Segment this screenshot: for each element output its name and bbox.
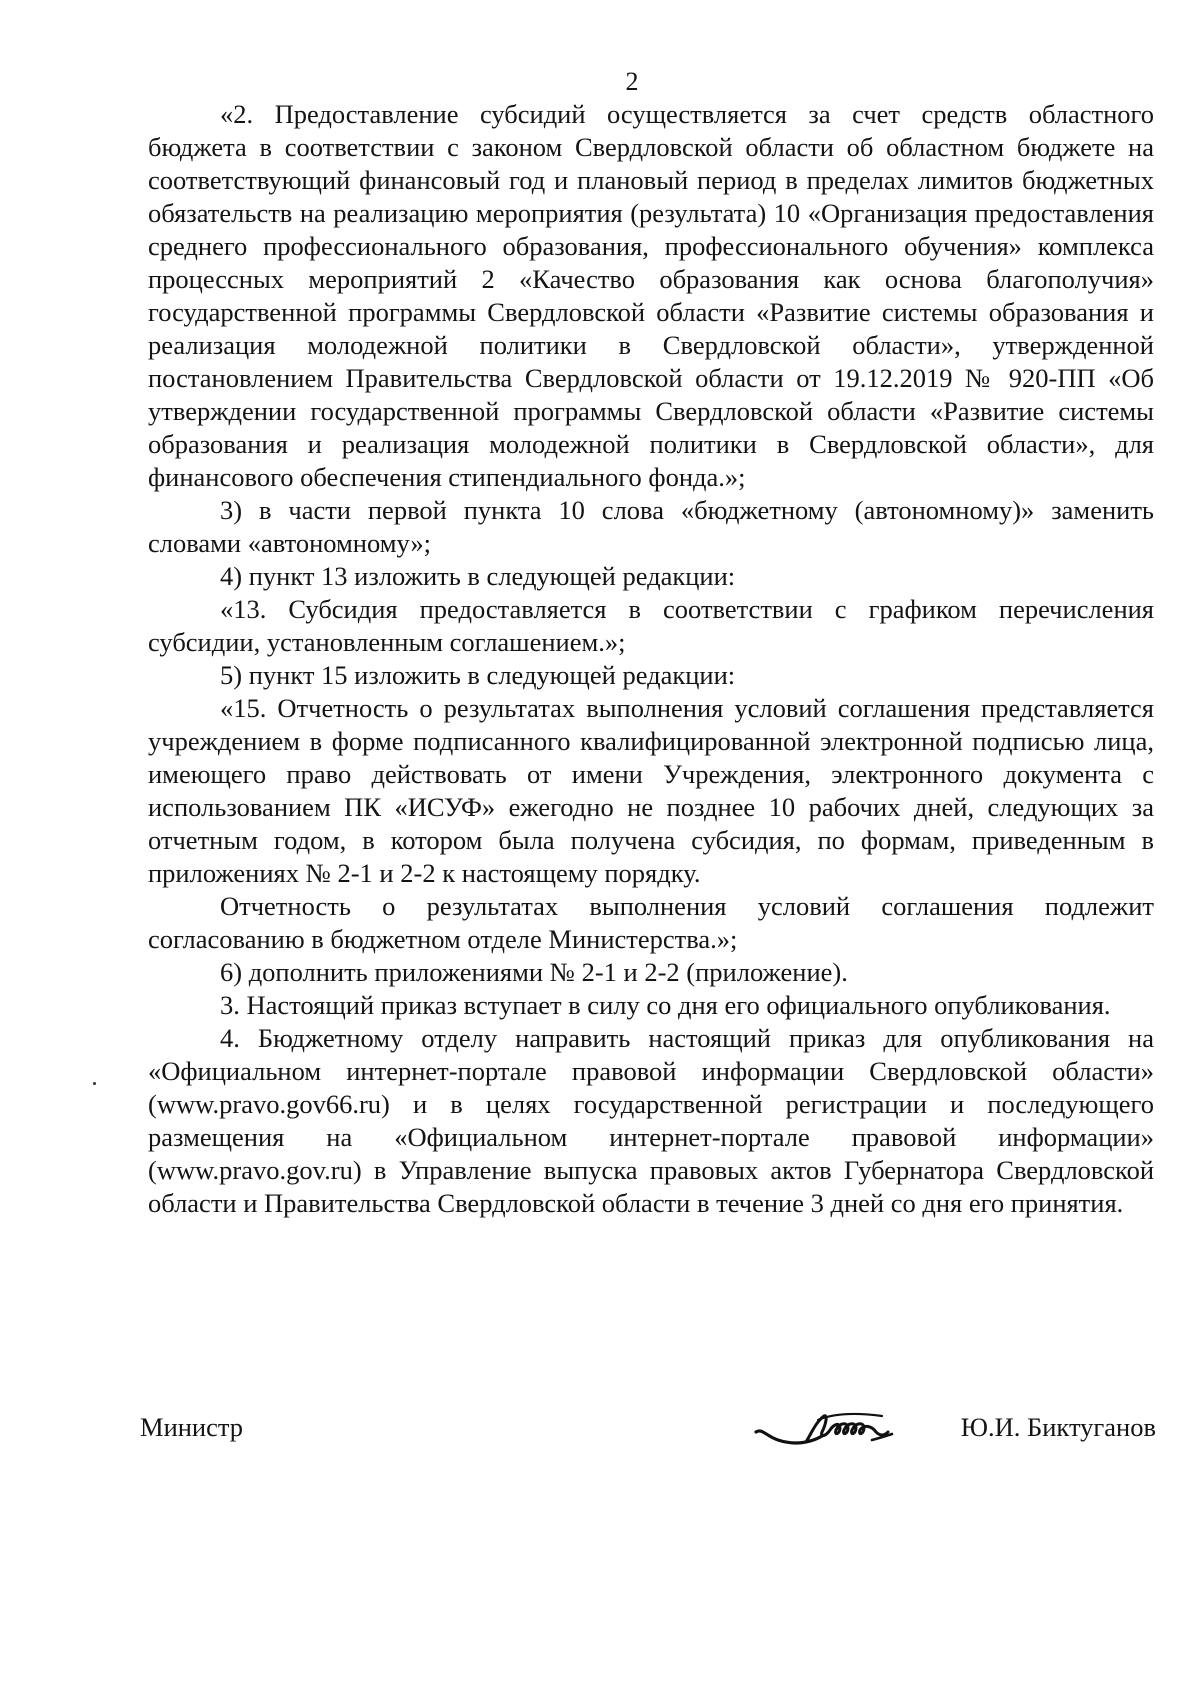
signature-block	[140, 1410, 1156, 1460]
signatory-name: Ю.И. Биктуганов	[960, 1412, 1156, 1442]
signatory-title: Министр	[140, 1412, 244, 1442]
paragraph-reporting-approval: Отчетность о результатах выполнения условий соглашения подлежит согласованию в бюджетном отделе Министерства.»;	[148, 891, 1154, 954]
paragraph-item-6: 6) дополнить приложениями № 2-1 и 2-2 (приложение).	[220, 957, 848, 987]
paragraph-item-4: 4) пункт 13 изложить в следующей редакции:	[220, 561, 736, 591]
paragraph-item-3: 3) в части первой пункта 10 слова «бюджетному (автономному)» заменить словами «автономному»;	[148, 495, 1154, 558]
document-body	[148, 98, 1154, 1220]
paragraph-point-4: 4. Бюджетному отделу направить настоящий приказ для опубликования на «Официальном интернет-портале правовой информации Свердловской области» (www.pravo.gov66.ru) и в целях государственной регистрации и последующего размещения на «Официальном интернет-портале правовой информации» (www.pravo.gov.ru) в Управление выпуска правовых актов Губернатора Свердловской области и Правительства Свердловской области в течение 3 дней со дня его принятия.	[148, 1023, 1154, 1218]
handwritten-signature	[752, 1402, 920, 1450]
page-number: 2	[625, 67, 639, 96]
paragraph-point-3: 3. Настоящий приказ вступает в силу со дня его официального опубликования.	[220, 990, 1111, 1020]
paragraph-clause-13: «13. Субсидия предоставляется в соответствии с графиком перечисления субсидии, установленным соглашением.»;	[148, 594, 1154, 657]
paragraph-clause-15: «15. Отчетность о результатах выполнения условий соглашения представляется учреждением в форме подписанного квалифицированной электронной подписью лица, имеющего право действовать от имени Учреждения, электронного документа с использованием ПК «ИСУФ» ежегодно не позднее 10 рабочих дней, следующих за отчетным годом, в котором была получена субсидия, по формам, приведенным в приложениях № 2-1 и 2-2 к настоящему порядку.	[148, 693, 1154, 888]
scan-speck	[93, 1082, 96, 1085]
paragraph-subsidy-source: «2. Предоставление субсидий осуществляется за счет средств областного бюджета в соответствии с законом Свердловской области об областном бюджете на соответствующий финансовый год и плановый период в пределах лимитов бюджетных обязательств на реализацию мероприятия (результата) 10 «Организация предоставления среднего профессионального образования, профессионального обучения» комплекса процессных мероприятий 2 «Качество образования как основа благополучия» государственной программы Свердловской области «Развитие системы образования и реализация молодежной политики в Свердловской области», утвержденной постановлением Правительства Свердловской области от 19.12.2019 № 920-ПП «Об утверждении государственной программы Свердловской области «Развитие системы образования и реализация молодежной политики в Свердловской области», для финансового обеспечения стипендиального фонда.»;	[148, 99, 1154, 492]
paragraph-item-5: 5) пункт 15 изложить в следующей редакции:	[220, 660, 736, 690]
